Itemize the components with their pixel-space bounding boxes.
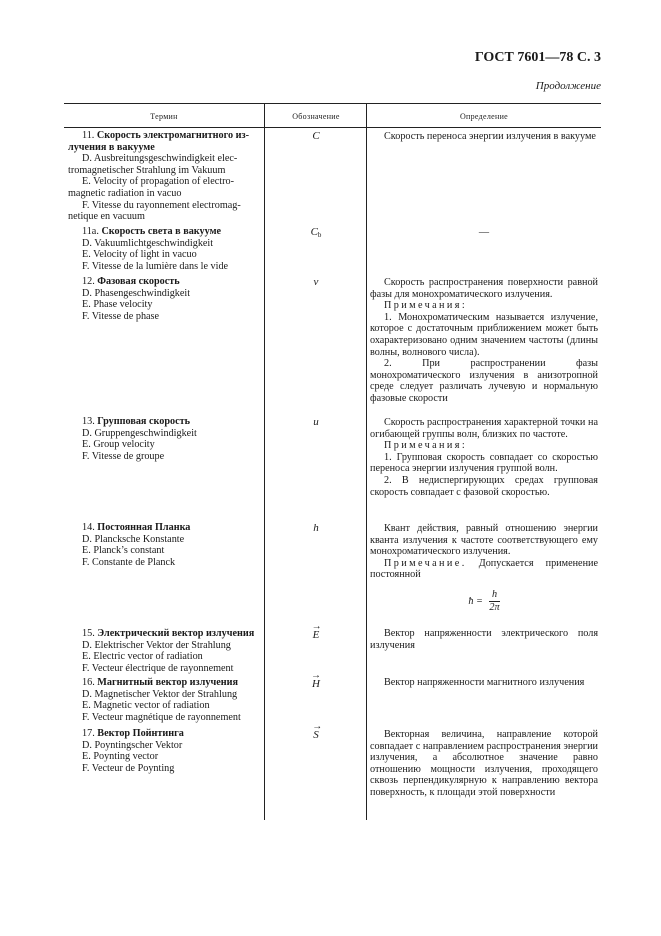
symbol-u: u xyxy=(313,416,319,428)
term-entry-11a xyxy=(68,226,262,272)
translation-de: D. Ausbreitungsgeschwindigkeit elec- tromagnetischer Strahlung im Vakuum xyxy=(68,153,238,176)
translation-de: D. Phasengeschwindigkeit xyxy=(82,287,191,299)
table-top-rule xyxy=(64,103,601,104)
translation-fr: F. Vecteur de Poynting xyxy=(82,762,175,774)
translation-en: E. Velocity of light in vacuo xyxy=(82,249,197,261)
symbol-e-vector: → E xyxy=(311,621,322,641)
translation-fr: F. Vitesse de groupe xyxy=(82,450,165,462)
translation-fr: F. Vitesse du rayonnement electromag- netique en vacuum xyxy=(68,199,241,223)
definition-15: Вектор напряженности электрического поля излучения xyxy=(370,628,598,651)
continued-label: Продолжение xyxy=(535,80,601,92)
definition-dash: — xyxy=(478,227,490,238)
page-header: ГОСТ 7601—78 С. 3 xyxy=(474,50,601,65)
term-entry-13 xyxy=(68,416,262,462)
translation-en: E. Planck’s constant xyxy=(82,545,165,557)
definition-16: Вектор напряженности магнитного излучения xyxy=(384,677,585,688)
term-entry-17 xyxy=(68,728,262,774)
column-divider-1 xyxy=(264,103,265,820)
translation-de: D. Magnetischer Vektor der Strahlung xyxy=(82,688,238,700)
translation-en: E. Group velocity xyxy=(82,439,155,451)
term-title: 16. Магнитный вектор излучения xyxy=(82,677,238,688)
definition-13: Скорость распространения характерной точки на огибающей группы волн, близких по частоте. Примечания: 1. Групповая скорость совпадает со скоростью переноса энергии излучения группой волн. 2. В недиспергирующих средах групповая скорость совпадает с фазовой скоростью. xyxy=(370,417,598,498)
symbol-h: h xyxy=(313,522,319,534)
term-entry-14 xyxy=(68,522,262,568)
translation-de: D. Gruppengeschwindigkeit xyxy=(82,427,197,439)
term-entry-15 xyxy=(68,628,262,674)
vector-arrow-icon: → xyxy=(312,721,323,732)
symbol-cb: $C_b$ xyxy=(310,226,322,239)
symbol-s-vector: → S xyxy=(312,721,323,741)
translation-en: E. Electric vector of radiation xyxy=(82,651,203,663)
definition-14: Квант действия, равный отношению энергии кванта излучения к частоте соответствующего ему монохроматического излучения. Примечание. Допускается применение постоянной ħ = $\frac{h}{2\pi}$ xyxy=(370,523,598,613)
translation-en: E. Velocity of propagation of electro- magnetic radiation in vacuo xyxy=(68,176,235,199)
formula-hbar: ħ = $\frac{h}{2\pi}$ xyxy=(468,588,500,613)
term-entry-12 xyxy=(68,276,262,322)
translation-fr: F. Vitesse de phase xyxy=(82,310,160,322)
term-title-cont: лучения в вакууме xyxy=(68,141,155,153)
vector-arrow-icon: → xyxy=(311,670,322,681)
translation-en: E. Poynting vector xyxy=(82,751,159,763)
translation-de: D. Poyntingscher Vektor xyxy=(82,739,183,751)
translation-de: D. Elektrischer Vektor der Strahlung xyxy=(82,639,231,651)
translation-en: E. Magnetic vector of radiation xyxy=(82,700,210,712)
symbol-c: C xyxy=(312,130,320,142)
symbol-v: v xyxy=(313,276,319,288)
translation-fr: F. Vecteur électrique de rayonnement xyxy=(82,662,234,674)
translation-de: D. Vakuumlichtgeschwindigkeit xyxy=(82,237,214,249)
translation-fr: F. Constante de Planck xyxy=(82,556,176,568)
column-divider-2 xyxy=(366,103,367,820)
term-title: 14. Постоянная Планка xyxy=(82,522,191,533)
symbol-h-vector: → H xyxy=(311,670,322,690)
definition-12: Скорость распространения поверхности равной фазы для монохроматического излучения. Примечания: 1. Монохроматическим называется излучение, которое с достаточным приближением может быть охарактеризовано одним значением частоты (длины волны, волнового числа). 2. При распространении фазы монохроматического излучения в анизотропной среде следует различать лучевую и нормальную фазовые скорости xyxy=(370,277,598,404)
column-header-symbol: Обозначение xyxy=(292,112,340,121)
vector-arrow-icon: → xyxy=(311,621,322,632)
table-header-rule xyxy=(64,127,601,128)
term-title: 11. Скорость электромагнитного из- xyxy=(82,130,249,141)
definition-17: Векторная величина, направление которой совпадает с направлением распространения энергии излучения, а абсолютное значение равно отношению мощности излучения, проходящего сквозь перпендикулярную к направлению вектора поверхность, к площади этой поверхности xyxy=(370,729,598,798)
term-title: 15. Электрический вектор излучения xyxy=(82,628,255,639)
translation-en: E. Phase velocity xyxy=(82,299,153,311)
translation-de: D. Plancksche Konstante xyxy=(82,533,185,545)
translation-fr: F. Vecteur magnétique de rayonnement xyxy=(82,711,241,723)
term-title: 17. Вектор Пойнтинга xyxy=(82,728,184,739)
definition-11: Скорость переноса энергии излучения в вакууме xyxy=(384,131,596,142)
translation-fr: F. Vitesse de la lumière dans le vide xyxy=(82,260,229,272)
column-header-term: Термин xyxy=(150,112,178,121)
term-entry-16 xyxy=(68,677,262,723)
term-title: 12. Фазовая скорость xyxy=(82,276,180,287)
term-title: 13. Групповая скорость xyxy=(82,416,191,427)
term-title: 11a. Скорость света в вакууме xyxy=(82,226,222,237)
column-header-definition: Определение xyxy=(459,112,509,121)
term-entry-11 xyxy=(68,130,262,223)
